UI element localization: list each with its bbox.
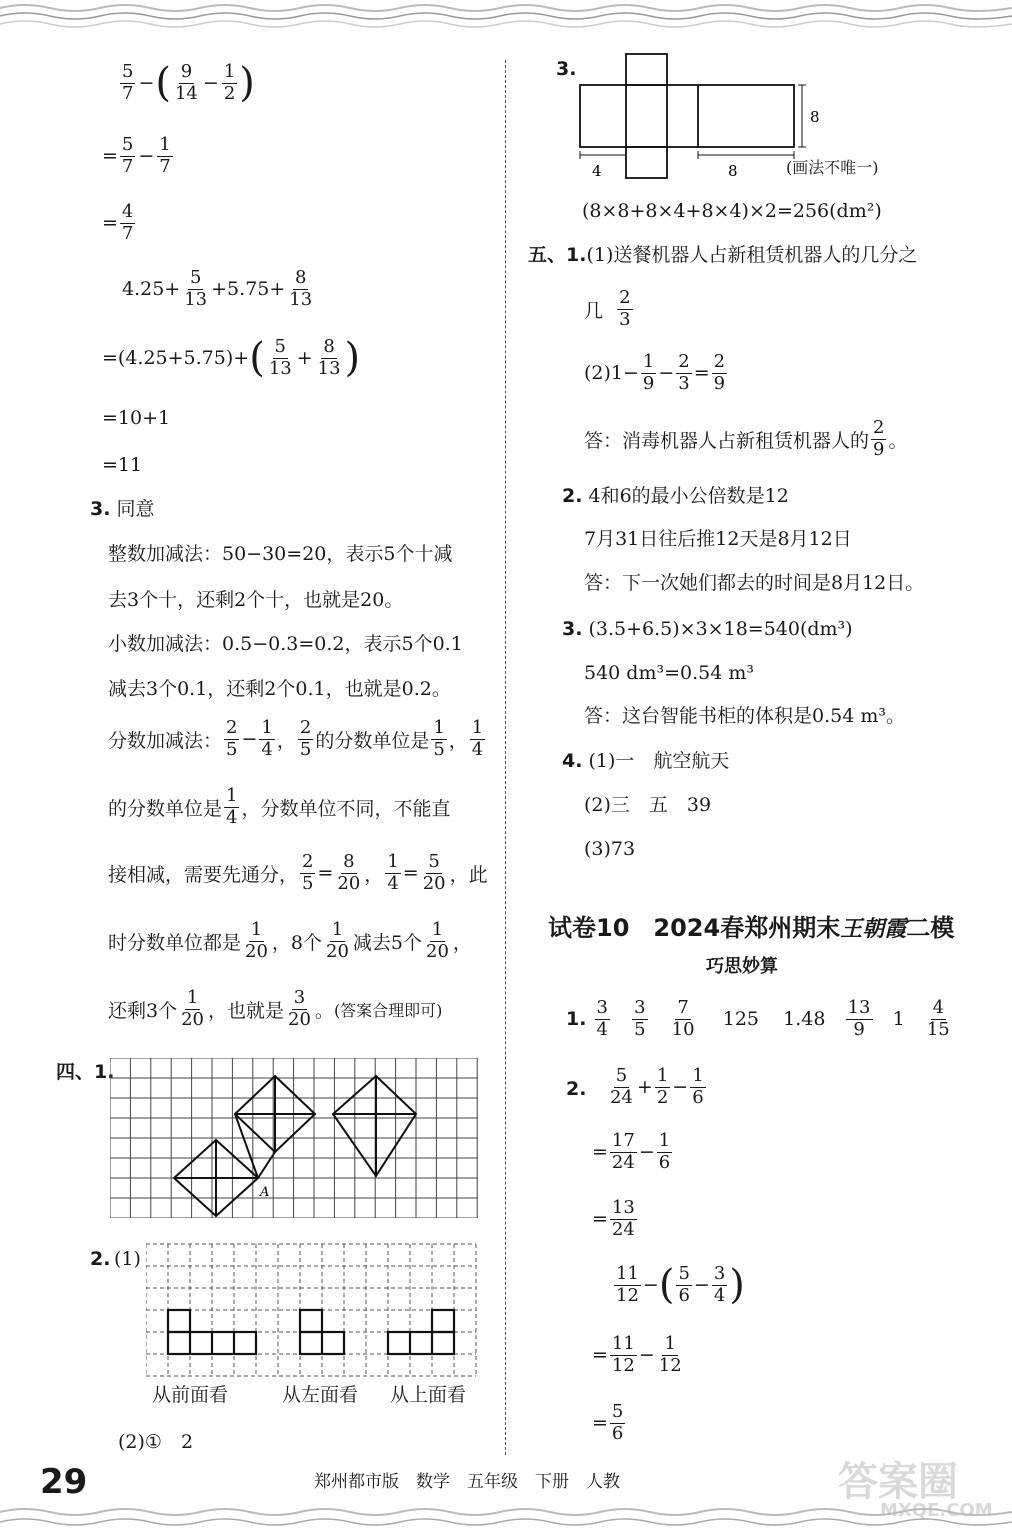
net-bottom-face <box>626 147 667 178</box>
test10-q1-answers: 1. $\frac{3}{4}$ $\frac{3}{5}$ $\frac{7}{10}$ 125 1.48 $\frac{13}{9}$ 1 $\frac{4}{15}$ <box>566 997 950 1040</box>
s5-q4-line1: 4. (1)一 航空航天 <box>562 750 730 772</box>
calc1-line3: = $\frac{4}{7}$ <box>102 201 134 244</box>
calc1-line2: = $\frac{5}{7}$ − $\frac{1}{7}$ <box>102 134 171 177</box>
bottom-decorative-border <box>0 1500 1012 1536</box>
s5-q4-line3: (3)73 <box>584 838 636 860</box>
calc2-line4: =11 <box>102 454 143 476</box>
calc2-line1: 4.25+ $\frac{5}{13}$ +5.75+ $\frac{8}{13}$ <box>122 267 313 310</box>
test10-calc-line6: = $\frac{5}{6}$ <box>592 1401 624 1444</box>
r-q3-num: 3. <box>556 58 577 80</box>
section4-q2-sub1: (1) <box>114 1248 141 1270</box>
view-label-top: 从上面看 <box>390 1384 467 1406</box>
s5-q2-line2: 7月31日往后推12天是8月12日 <box>584 528 852 550</box>
s5-q1-answer: 答：消毒机器人占新租赁机器人的 $\frac{2}{9}$ 。 <box>584 417 908 460</box>
section4-q2-answer: (2)① 2 <box>118 1431 194 1453</box>
test10-calc-line1: $\frac{5}{24}$ + $\frac{1}{2}$ − $\frac{1}{6}$ <box>610 1065 704 1108</box>
q3-heading: 3. 同意 <box>90 498 155 520</box>
grid-rotation-figure <box>110 1058 478 1218</box>
q3-fraction-line5: 还剩3个 $\frac{1}{20}$ ，也就是 $\frac{3}{20}$ 。 (答案合理即可) <box>108 987 443 1030</box>
section4-q2-label: 2. <box>90 1248 111 1270</box>
s5-q3-line1: 3. (3.5+6.5)×3×18=540(dm³) <box>562 618 853 640</box>
calc2-line2: =(4.25+5.75)+ ( $\frac{5}{13}$ + $\frac{8}{13}$ ) <box>102 335 361 382</box>
dim-width-2: 8 <box>728 162 738 180</box>
top-row <box>388 1332 454 1354</box>
test10-q2-num: 2. <box>566 1078 587 1100</box>
s5-q2-line1: 2. 4和6的最小公倍数是12 <box>562 485 789 507</box>
test10-subtitle: 巧思妙算 <box>706 956 778 977</box>
page-number: 29 <box>40 1462 88 1502</box>
footer-info: 郑州都市版 数学 五年级 下册 人教 <box>314 1472 620 1492</box>
dim-height: 8 <box>810 108 820 126</box>
calc2-line3: =10+1 <box>102 407 171 429</box>
front-cell-top <box>168 1310 190 1332</box>
dim-width-1: 4 <box>592 162 602 180</box>
top-decorative-border <box>0 0 1012 36</box>
q3-fraction-line1: 分数加减法： $\frac{2}{5}$ − $\frac{1}{4}$ ， $\frac{2}{5}$ 的分数单位是 $\frac{1}{5}$ ， $\frac{1}{4}$ <box>108 717 484 760</box>
surface-area-formula: (8×8+8×4+8×4)×2=256(dm²) <box>582 200 882 222</box>
top-cell-top <box>432 1310 454 1332</box>
q3-fraction-line2: 的分数单位是 $\frac{1}{4}$ ，分数单位不同，不能直 <box>108 785 451 828</box>
s5-q2-answer: 答：下一次她们都去的时间是8月12日。 <box>584 572 925 594</box>
test10-calc-line4: $\frac{11}{12}$ − ( $\frac{5}{6}$ − $\frac{3}{4}$ ) <box>616 1262 745 1309</box>
q3-para3: 小数加减法：0.5−0.3=0.2，表示5个0.1 <box>108 633 463 655</box>
test10-calc-line3: = $\frac{13}{24}$ <box>592 1197 635 1240</box>
net-top-face <box>626 54 667 85</box>
brand-logo: 王朝霞 <box>840 916 907 942</box>
s5-q4-line2: (2)三 五 39 <box>584 794 712 816</box>
q3-para1: 整数加减法：50−30=20，表示5个十减 <box>108 543 453 565</box>
s5-q1-line2: 几 $\frac{2}{3}$ <box>584 287 631 330</box>
column-divider <box>505 60 506 1455</box>
three-views-grid <box>146 1240 478 1384</box>
test10-title: 试卷10 2024春郑州期末王朝霞二模 <box>548 914 955 942</box>
s5-q1-calc: (2)1− $\frac{1}{9}$ − $\frac{2}{3}$ = $\frac{2}{9}$ <box>584 351 726 394</box>
drawing-note: (画法不唯一) <box>786 158 879 177</box>
q3-para2: 去3个十，还剩2个十，也就是20。 <box>108 589 404 611</box>
view-label-left: 从左面看 <box>282 1384 359 1406</box>
s5-q3-line2: 540 dm³=0.54 m³ <box>584 662 754 684</box>
calc1-line1: $\frac{5}{7}$ − ( $\frac{9}{14}$ − $\frac{1}{2}$ ) <box>122 60 255 107</box>
s5-q1-line1: 五、1.(1)送餐机器人占新租赁机器人的几分之 <box>528 244 918 266</box>
section4-q1-label: 四、1. <box>56 1061 115 1083</box>
test10-calc-line5: = $\frac{11}{12}$ − $\frac{1}{12}$ <box>592 1333 682 1376</box>
s5-q3-answer: 答：这台智能书柜的体积是0.54 m³。 <box>584 705 905 727</box>
left-cell-top <box>300 1310 322 1332</box>
watermark-logo: 答案圈 <box>838 1459 958 1505</box>
q3-fraction-line3: 接相减，需要先通分， $\frac{2}{5}$ = $\frac{8}{20}$ ， $\frac{1}{4}$ = $\frac{5}{20}$ ，此 <box>108 851 488 894</box>
kite-shape <box>333 1076 416 1176</box>
cuboid-net-figure <box>570 52 820 182</box>
q3-fraction-line4: 时分数单位都是 $\frac{1}{20}$ ，8个 $\frac{1}{20}$ 减去5个 $\frac{1}{20}$ ， <box>108 919 472 962</box>
net-middle-strip <box>580 85 794 147</box>
q3-para4: 减去3个0.1，还剩2个0.1，也就是0.2。 <box>108 678 451 700</box>
watermark-url: MXQE.COM <box>880 1500 993 1521</box>
view-label-front: 从前面看 <box>152 1384 229 1406</box>
test10-calc-line2: = $\frac{17}{24}$ − $\frac{1}{6}$ <box>592 1130 671 1173</box>
point-a-label: A <box>260 1185 270 1200</box>
